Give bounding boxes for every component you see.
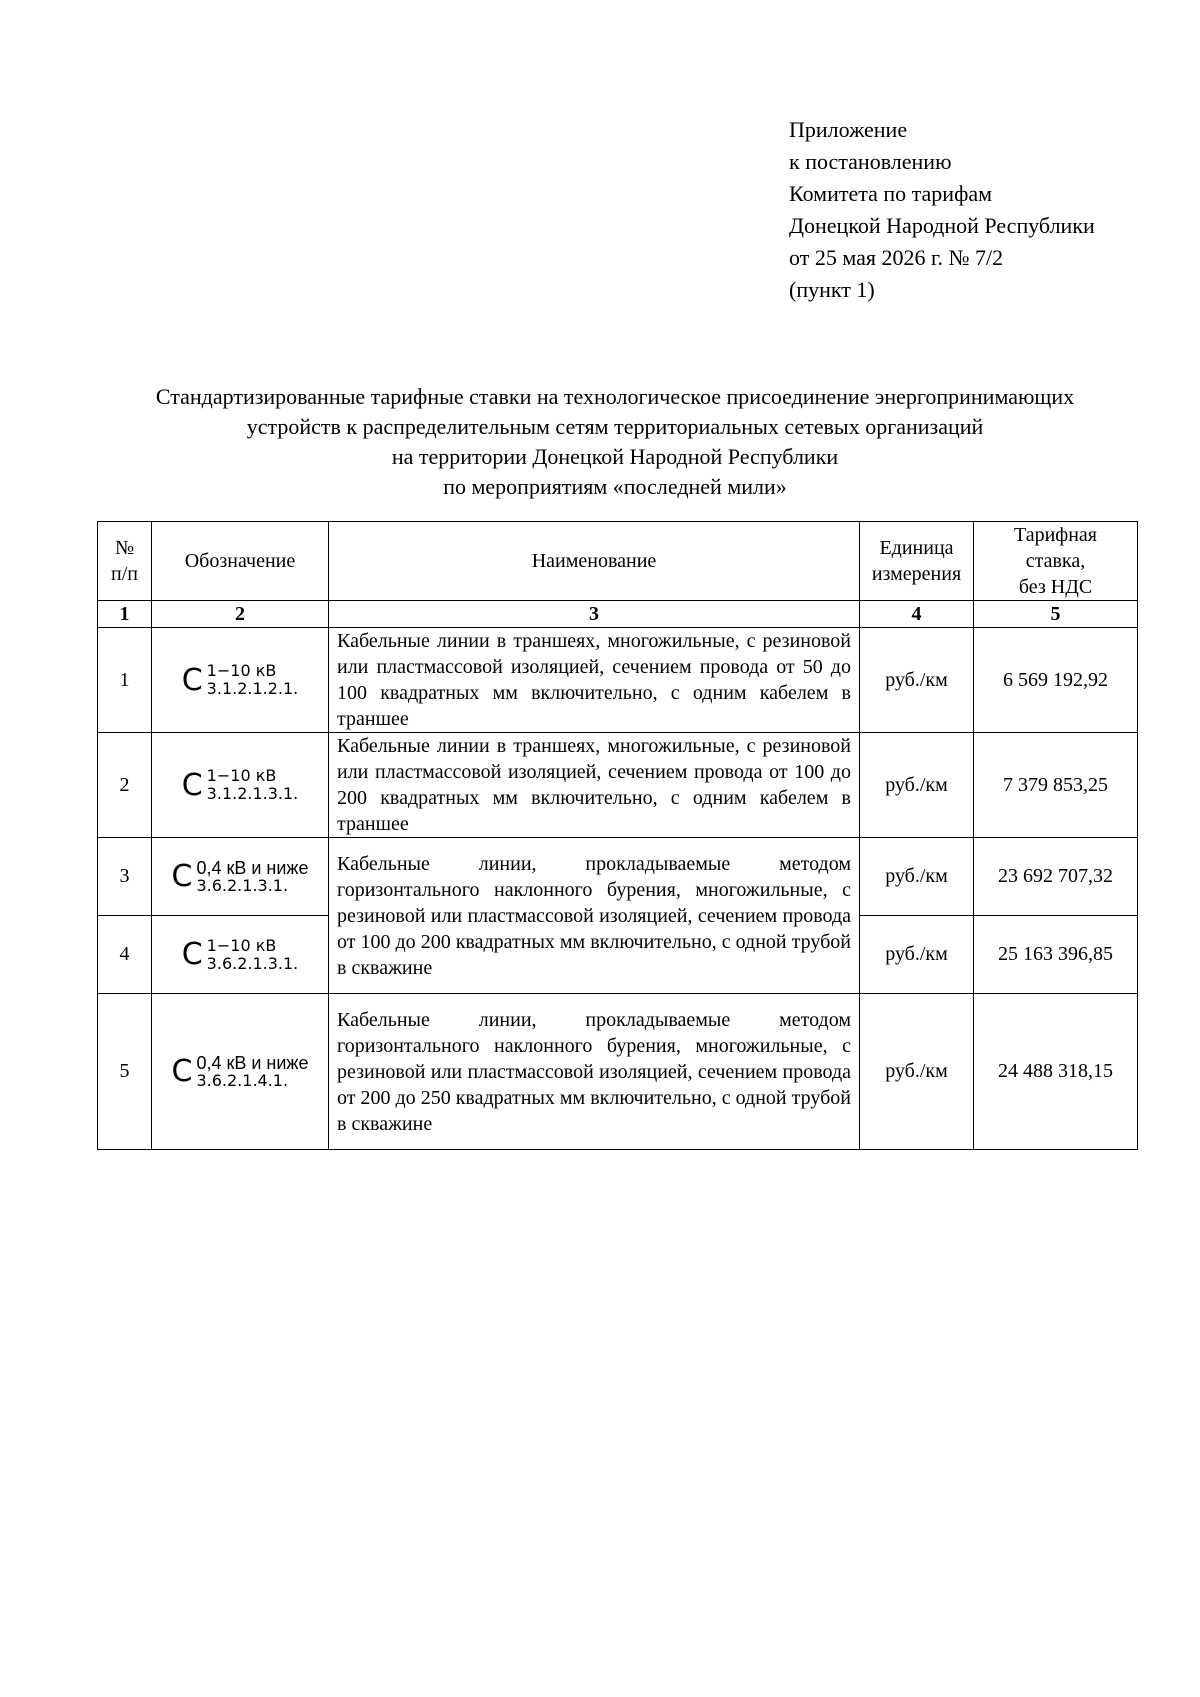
- name-cell-merged: Кабельные линии, прокладываемые методом горизонтального наклонного бурения, многожильные, с резиновой или пластмассовой изоляцией, сечением провода от 100 до 200 квадратных мм включительно, с одной трубой в скважине: [329, 838, 860, 994]
- designation-cell: [152, 733, 329, 838]
- row-number: 1: [98, 628, 152, 733]
- rate-designation: [172, 1054, 309, 1090]
- designation-symbol: C: [181, 937, 203, 972]
- column-number: 3: [329, 601, 860, 628]
- column-number: 1: [98, 601, 152, 628]
- designation-voltage: 0,4 кВ и ниже: [196, 1052, 309, 1073]
- designation-symbol: C: [171, 1054, 193, 1089]
- name-cell: Кабельные линии в траншеях, многожильные, с резиновой или пластмассовой изоляцией, сечением провода от 100 до 200 квадратных мм включительно, с одним кабелем в траншее: [329, 733, 860, 838]
- row-number: 2: [98, 733, 152, 838]
- table-row: [98, 733, 1138, 838]
- rate-cell: 25 163 396,85: [974, 916, 1138, 994]
- designation-symbol: C: [181, 662, 203, 698]
- annex-line: Донецкой Народной Республики: [789, 213, 1095, 238]
- rate-cell: 23 692 707,32: [974, 838, 1138, 916]
- rate-designation: [182, 767, 299, 803]
- designation-code: 3.6.2.1.3.1.: [196, 875, 289, 895]
- annex-line: от 25 мая 2026 г. № 7/2: [789, 245, 1004, 270]
- column-number: 2: [152, 601, 329, 628]
- designation-code: 3.1.2.1.3.1.: [206, 784, 299, 803]
- designation-symbol: C: [171, 859, 193, 894]
- designation-code: 3.6.2.1.3.1.: [206, 953, 299, 973]
- title-line: на территории Донецкой Народной Республики: [391, 444, 839, 469]
- table-row: [98, 628, 1138, 733]
- unit-cell: руб./км: [860, 733, 974, 838]
- header-designation: Обозначение: [152, 522, 329, 601]
- row-number: 3: [98, 838, 152, 916]
- rate-designation: [182, 662, 299, 698]
- rate-cell: 6 569 192,92: [974, 628, 1138, 733]
- rate-designation: [172, 859, 309, 895]
- designation-voltage: 1−10 кВ: [206, 661, 277, 680]
- title-line: по мероприятиям «последней мили»: [443, 474, 787, 499]
- designation-cell: [152, 838, 329, 916]
- table-row: [98, 838, 1138, 916]
- header-name: Наименование: [329, 522, 860, 601]
- designation-cell: [152, 994, 329, 1150]
- title-line: Стандартизированные тарифные ставки на технологическое присоединение энергопринимающих: [155, 384, 1075, 409]
- designation-code: 3.6.2.1.4.1.: [196, 1070, 289, 1090]
- column-number-row: [98, 601, 1138, 628]
- unit-cell: руб./км: [860, 916, 974, 994]
- name-cell: Кабельные линии в траншеях, многожильные, с резиновой или пластмассовой изоляцией, сечением провода от 50 до 100 квадратных мм включительно, с одним кабелем в траншее: [329, 628, 860, 733]
- name-cell: Кабельные линии, прокладываемые методом горизонтального наклонного бурения, многожильные, с резиновой или пластмассовой изоляцией, сечением провода от 200 до 250 квадратных мм включительно, с одной трубой в скважине: [329, 994, 860, 1150]
- annex-block: [789, 114, 1095, 306]
- rate-designation: [182, 937, 299, 973]
- header-num: № п/п: [98, 522, 152, 601]
- column-number: 4: [860, 601, 974, 628]
- designation-cell: [152, 916, 329, 994]
- annex-line: к постановлению: [789, 149, 952, 174]
- table-row: [98, 994, 1138, 1150]
- designation-voltage: 0,4 кВ и ниже: [196, 857, 309, 878]
- designation-voltage: 1−10 кВ: [206, 766, 277, 785]
- annex-line: Комитета по тарифам: [789, 181, 993, 206]
- title-line: устройств к распределительным сетям территориальных сетевых организаций: [246, 414, 984, 439]
- rate-cell: 7 379 853,25: [974, 733, 1138, 838]
- rate-cell: 24 488 318,15: [974, 994, 1138, 1150]
- annex-line: (пункт 1): [789, 277, 875, 302]
- designation-code: 3.1.2.1.2.1.: [206, 679, 299, 698]
- tariff-table: [97, 521, 1138, 1150]
- document-title: [90, 382, 1140, 502]
- table-header-row: [98, 522, 1138, 601]
- row-number: 5: [98, 994, 152, 1150]
- unit-cell: руб./км: [860, 838, 974, 916]
- column-number: 5: [974, 601, 1138, 628]
- designation-voltage: 1−10 кВ: [206, 935, 277, 955]
- header-rate: Тарифная ставка, без НДС: [974, 522, 1138, 601]
- unit-cell: руб./км: [860, 994, 974, 1150]
- designation-cell: [152, 628, 329, 733]
- designation-symbol: C: [181, 767, 203, 803]
- annex-line: Приложение: [789, 117, 908, 142]
- unit-cell: руб./км: [860, 628, 974, 733]
- row-number: 4: [98, 916, 152, 994]
- header-unit: Единица измерения: [860, 522, 974, 601]
